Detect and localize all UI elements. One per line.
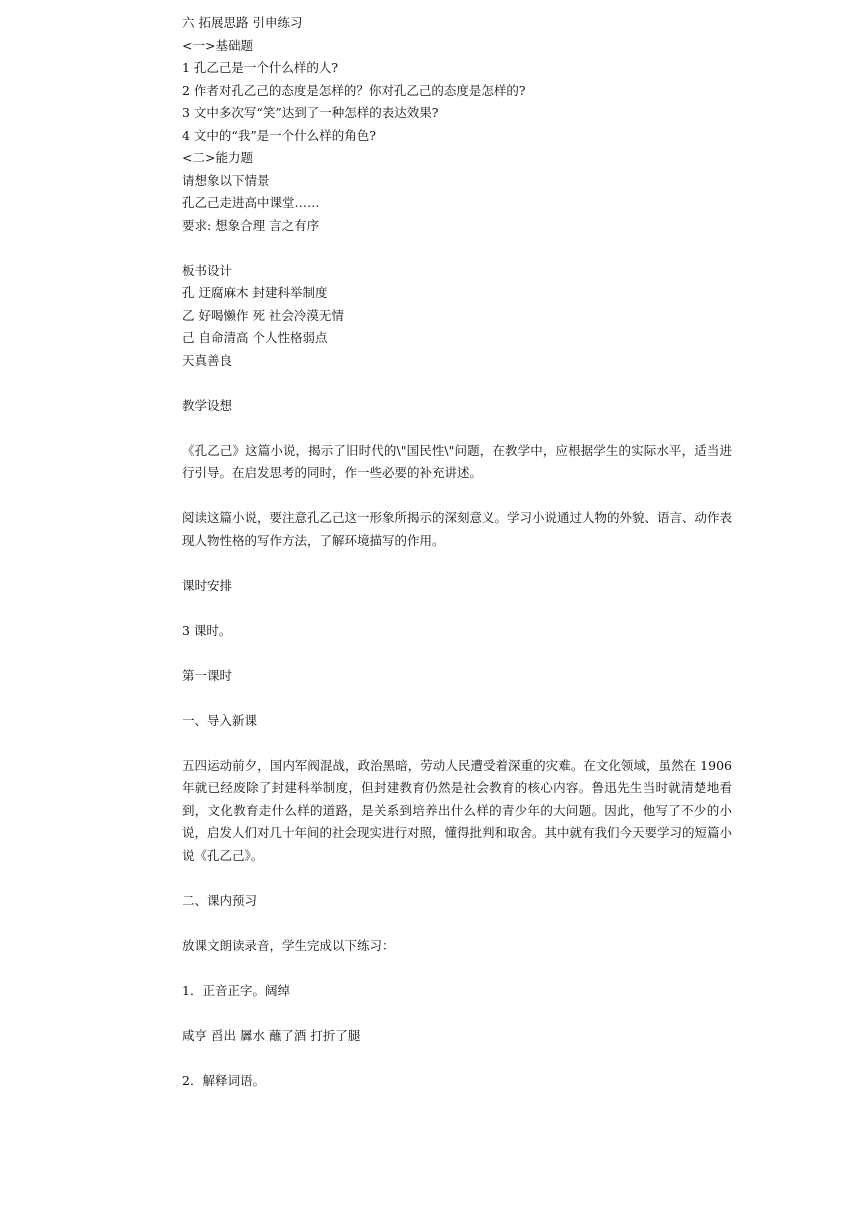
schedule-value: 3 课时。 <box>182 622 232 638</box>
spacer <box>182 372 732 395</box>
spacer <box>182 912 732 935</box>
exercise-1-words: 咸亨 舀出 羼水 蘸了酒 打折了腿 <box>182 1027 361 1043</box>
spacer <box>182 732 732 755</box>
spacer <box>182 1047 732 1070</box>
part-2-heading: 二、课内预习 <box>182 892 258 908</box>
part-2-intro: 放课文朗读录音，学生完成以下练习： <box>182 937 395 953</box>
question-1: 1 孔乙己是一个什么样的人? <box>182 60 339 75</box>
spacer <box>182 485 732 508</box>
question-4: 4 文中的“我”是一个什么样的角色? <box>182 127 376 143</box>
schedule-heading: 课时安排 <box>182 577 233 593</box>
spacer <box>182 867 732 890</box>
document-page <box>182 12 732 1092</box>
question-3: 3 文中多次写“笑”达到了一种怎样的表达效果? <box>182 105 439 120</box>
board-design-row: 天真善良 <box>182 352 233 368</box>
basic-questions-heading: <一>基础题 <box>182 37 253 53</box>
imagine-prompt: 请想象以下情景 <box>182 172 270 188</box>
board-design-row: 乙 好喝懒作 死 社会冷漠无情 <box>182 307 344 323</box>
part-1-paragraph: 五四运动前夕，国内军阀混战，政治黑暗，劳动人民遭受着深重的灾难。在文化领域，虽然在 1906 年就已经废除了封建科举制度，但封建教育仍然是社会教育的核心内容。鲁迅先生当时就清楚地看到，文化教育走什么样的道路，是关系到培养出什么样的青少年的大问题。因此，他写了不少的小说，启发人们对几十年间的社会现实进行对照，懂得批判和取舍。其中就有我们今天要学习的短篇小说《孔乙己》。 <box>182 757 733 863</box>
lesson-one-heading: 第一课时 <box>182 667 233 683</box>
teaching-idea-paragraph-1: 《孔乙己》这篇小说，揭示了旧时代的\"国民性\"问题，在教学中，应根据学生的实际水平，适当进行引导。在启发思考的同时，作一些必要的补充讲述。 <box>182 442 732 480</box>
spacer <box>182 417 732 440</box>
spacer <box>182 687 732 710</box>
teaching-idea-paragraph-2: 阅读这篇小说，要注意孔乙己这一形象所揭示的深刻意义。学习小说通过人物的外貌、语言、动作表现人物性格的写作方法，了解环境描写的作用。 <box>182 510 733 548</box>
part-1-heading: 一、导入新课 <box>182 712 258 728</box>
spacer <box>182 552 732 575</box>
spacer <box>182 597 732 620</box>
spacer <box>182 1002 732 1025</box>
requirement-text: 要求: 想象合理 言之有序 <box>182 217 320 233</box>
teaching-idea-heading: 教学设想 <box>182 397 233 413</box>
board-design-row: 孔 迂腐麻木 封建科举制度 <box>182 285 328 300</box>
board-design-row: 己 自命清高 个人性格弱点 <box>182 330 328 345</box>
scene-text: 孔乙己走进高中课堂…… <box>182 195 320 210</box>
exercise-2: 2．解释词语。 <box>182 1072 265 1088</box>
section-title: 六 拓展思路 引申练习 <box>182 15 303 30</box>
spacer <box>182 642 732 665</box>
spacer <box>182 237 732 260</box>
exercise-1: 1．正音正字。阔绰 <box>182 982 290 998</box>
ability-questions-heading: <二>能力题 <box>182 150 253 165</box>
spacer <box>182 957 732 980</box>
board-design-heading: 板书设计 <box>182 262 233 278</box>
question-2: 2 作者对孔乙己的态度是怎样的？你对孔乙己的态度是怎样的? <box>182 82 526 98</box>
